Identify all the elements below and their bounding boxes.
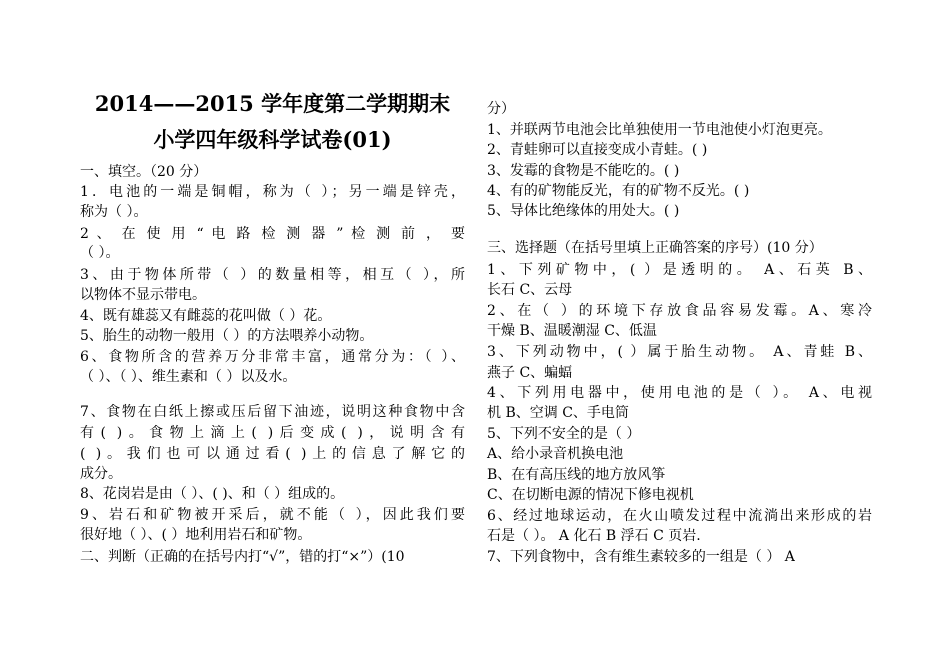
text-line: 7、下列食物中，含有维生素较多的一组是（ ） A: [487, 549, 795, 565]
text-line: 4、既有雄蕊又有雌蕊的花叫做（ ）花。: [80, 308, 332, 324]
text-line: A、给小录音机换电池: [487, 446, 624, 462]
text-line: 长石 C、云母: [487, 282, 573, 298]
text-line: 9、岩石和矿物被开采后，就不能（ ），因此我们要: [80, 507, 465, 523]
text-line: 2、青蛙卵可以直接变成小青蛙。( ): [487, 142, 708, 158]
text-line: C、在切断电源的情况下修电视机: [487, 487, 694, 503]
text-line: 燕子 C、蝙蝠: [487, 365, 573, 381]
text-line: 3、发霉的食物是不能吃的。( ): [487, 163, 680, 179]
text-line: 5、下列不安全的是（ ）: [487, 426, 641, 442]
text-line: 5、导体比绝缘体的用处大。( ): [487, 203, 680, 219]
text-line: ( )。我们也可以通过看( )上的信息了解它的: [80, 446, 465, 462]
text-line: 以物体不显示带电。: [80, 287, 206, 303]
text-line: 成分。: [80, 466, 122, 482]
text-line: 称为（ ）。: [80, 204, 148, 220]
text-line: 8、花岗岩是由（ ）、( )、和（ ）组成的。: [80, 486, 345, 502]
text-line: 7、食物在白纸上擦或压后留下油迹，说明这种食物中含: [80, 404, 465, 420]
text-line: 3、下列动物中，( ）属于胎生动物。 A、青蛙 B、: [487, 344, 872, 360]
text-line: 5、胎生的动物一般用（ ）的方法喂养小动物。: [80, 328, 374, 344]
text-line: （ ）、（ ）、维生素和（ ）以及水。: [80, 369, 297, 385]
text-line: 2、在（ ）的环境下存放食品容易发霉。A、寒冷: [487, 303, 872, 319]
exam-title-line1: 2014——2015 学年度第二学期期末: [94, 91, 451, 116]
text-line: 4、有的矿物能反光，有的矿物不反光。( ): [487, 183, 750, 199]
text-line: 1、并联两节电池会比单独使用一节电池使小灯泡更亮。: [487, 122, 832, 138]
text-line: 机 B、空调 C、手电筒: [487, 405, 629, 421]
text-line: 石是（ ）。 A 化石 B 浮石 C 页岩.: [487, 528, 701, 544]
text-line: B、在有高压线的地方放风筝: [487, 467, 666, 483]
text-line: 1．电池的一端是铜帽，称为（ ）；另一端是锌壳，: [80, 184, 465, 200]
text-line: 6、食物所含的营养万分非常丰富，通常分为：（ ）、: [80, 349, 465, 365]
text-line: 有( )。食物上滴上( )后变成( )，说明含有: [80, 425, 465, 441]
text-line: （ ）。: [80, 245, 120, 261]
text-line: 分）: [487, 101, 515, 117]
text-line: 一、填空。（20 分）: [80, 164, 208, 180]
text-line: 4、下列用电器中，使用电池的是（ ）。 A、电视: [487, 385, 872, 401]
text-line: 很好地（ ）、( ）地利用岩石和矿物。: [80, 527, 312, 543]
exam-title-line2: 小学四年级科学试卷(01): [153, 127, 392, 152]
text-line: 三、选择题（在括号里填上正确答案的序号）(10 分）: [487, 240, 823, 256]
text-line: 二、判断（正确的在括号内打“√”，错的打“×”）(10: [80, 549, 405, 565]
text-line: 3、由于物体所带（ ）的数量相等，相互（ ），所: [80, 267, 465, 283]
text-line: 2 、 在 使 用 “ 电 路 检 测 器 ” 检 测 前 ， 要: [80, 226, 465, 242]
text-line: 干燥 B、温暖潮湿 C、低温: [487, 323, 657, 339]
text-line: 6、经过地球运动，在火山喷发过程中流淌出来形成的岩: [487, 508, 872, 524]
text-line: 1、下列矿物中，( ）是透明的。 A、石英 B、: [487, 262, 872, 278]
